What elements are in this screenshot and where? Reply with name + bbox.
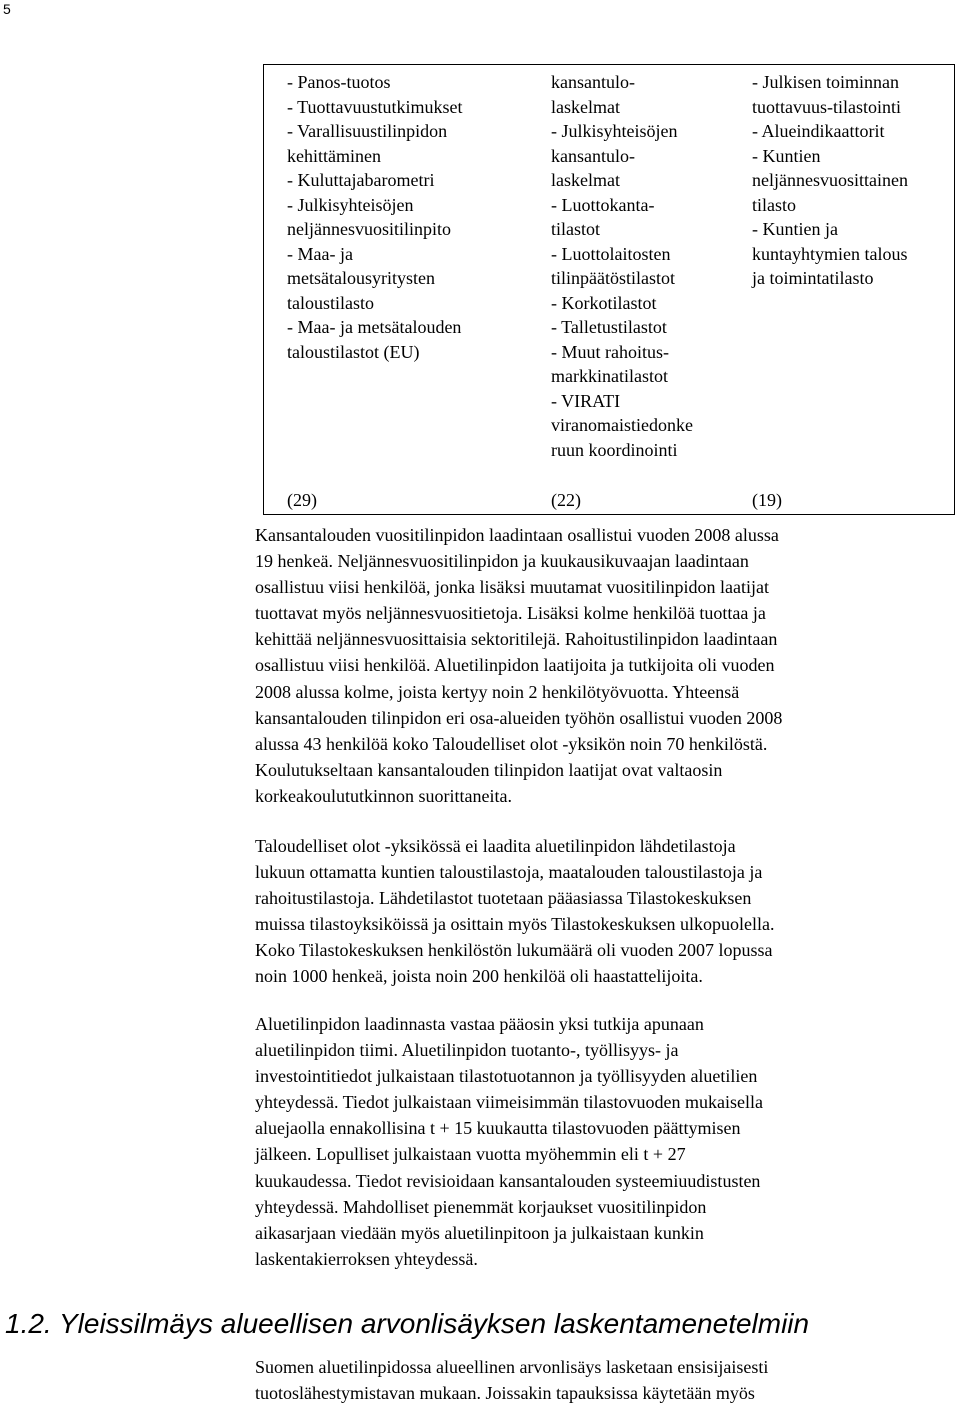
section-heading: 1.2. Yleissilmäys alueellisen arvonlisäyksen laskentamenetelmiin xyxy=(5,1308,810,1339)
column-1-count: (29) xyxy=(287,490,317,510)
section-intro: Suomen aluetilinpidossa alueellinen arvonlisäys lasketaan ensisijaisesti tuotoslähestymistavan mukaan. Joissakin tapauksissa käytetään myös xyxy=(255,1357,769,1404)
paragraph-staffing: Kansantalouden vuositilinpidon laadintaan osallistui vuoden 2008 alussa 19 henkeä. Neljännesvuositilinpidon ja kuukausikuvaajan laadintaan osallistuu viisi henkilöä, jonka lisäksi muutamat vuositilinpidon laatijat tuottavat myös neljännesvuositietoja. Lisäksi kolme henkilöä tuottaa ja kehittää neljännesvuosittaisia sektoritilejä. Rahoitustilinpidon laadintaan osallistuu viisi henkilöä. Aluetilinpidon laatijoita ja tutkijoita oli vuoden 2008 alussa kolme, joista kertyy noin 2 henkilötyövuotta. Yhteensä kansantalouden tilinpidon eri osa-alueiden työhön osallistui vuoden 2008 alussa 43 henkilöä koko Taloudelliset olot -yksikön noin 70 henkilöstä. Koulutukseltaan kansantalouden tilinpidon laatijat ovat valtaosin korkeakoulututkinnon suorittaneita. xyxy=(255,525,783,806)
column-2-count: (22) xyxy=(551,490,581,510)
paragraph-source-statistics: Taloudelliset olot -yksikössä ei laadita aluetilinpidon lähdetilastoja lukuun ottamatta kuntien taloustilastoja, maatalouden taloustilastoja ja rahoitustilastoja. Lähdetilastot tuotetaan pääasiassa Tilastokeskuksen muissa tilastoyksiköissä ja osittain myös Tilastokeskuksen ulkopuolella. Koko Tilastokeskuksen henkilöstön lukumäärä oli vuoden 2007 lopussa noin 1000 henkeä, joista noin 200 henkilöä oli haastattelijoita. xyxy=(255,836,775,987)
paragraph-regional-accounts: Aluetilinpidon laadinnasta vastaa pääosin yksi tutkija apunaan aluetilinpidon tiimi. Aluetilinpidon tuotanto-, työllisyys- ja investointitiedot julkaistaan tilastotuotannon ja työllisyyden aluetilien yhteydessä. Tiedot julkaistaan viimeisimmän tilastovuoden mukaisella aluejaolla ennakollisina t + 15 kuukautta tilastovuoden päättymisen jälkeen. Lopulliset julkaistaan vuotta myöhemmin eli t + 27 kuukaudessa. Tiedot revisioidaan kansantalouden systeemiuudistusten yhteydessä. Mahdolliset pienemmät korjaukset vuositilinpidon aikasarjaan viedään myös aluetilinpitoon ja julkaistaan kunkin laskentakierroksen yhteydessä. xyxy=(255,1014,763,1269)
table-column-3: - Julkisen toiminnan tuottavuus-tilastointi - Alueindikaattorit - Kuntien neljännesvuosittainen tilasto - Kuntien ja kuntayhtymien talous ja toimintatilasto xyxy=(752,72,908,288)
statistics-table xyxy=(263,64,955,515)
page-number: 5 xyxy=(3,1,11,17)
column-3-count: (19) xyxy=(752,490,782,510)
table-column-1: - Panos-tuotos - Tuottavuustutkimukset - Varallisuustilinpidon kehittäminen - Kuluttajabarometri - Julkisyhteisöjen neljännesvuositilinpito - Maa- ja metsätalousyritysten taloustilasto - Maa- ja metsätalouden taloustilastot (EU) xyxy=(287,72,463,362)
table-column-2: kansantulo- laskelmat - Julkisyhteisöjen kansantulo- laskelmat - Luottokanta- tilastot - Luottolaitosten tilinpäätöstilastot - Korkotilastot - Talletustilastot - Muut rahoitus- markkinatilastot - VIRATI viranomaistiedonke ruun koordinointi xyxy=(551,72,693,460)
